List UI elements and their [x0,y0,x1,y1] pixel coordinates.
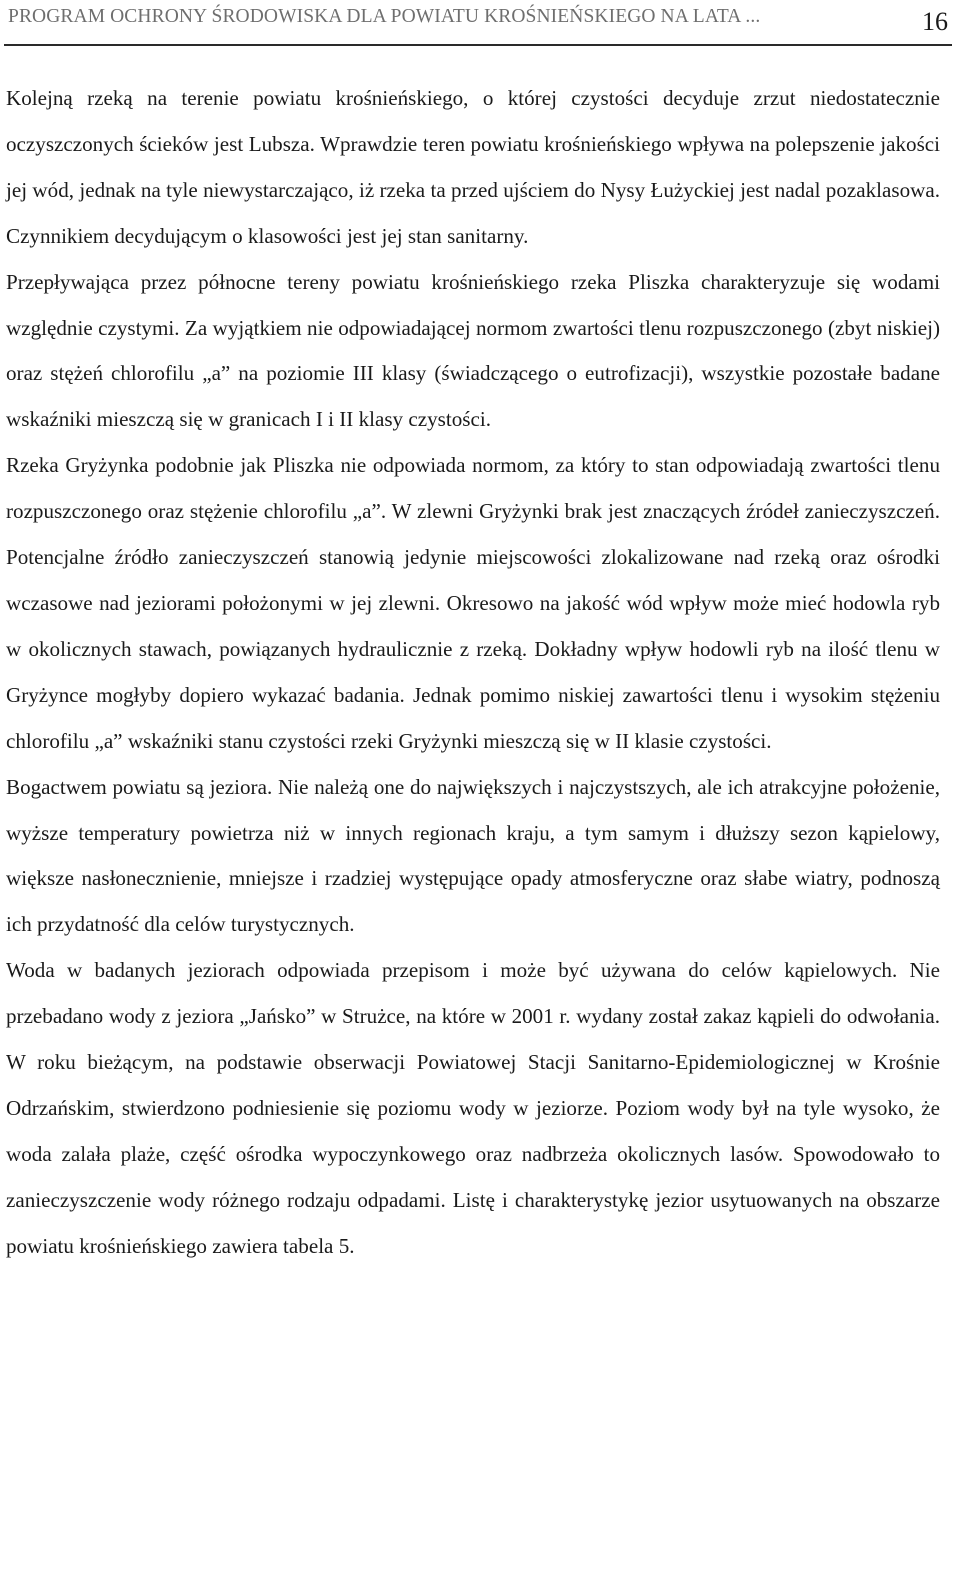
paragraph-lake-water: Woda w badanych jeziorach odpowiada przepisom i może być używana do celów kąpielowych. Nie przebadano wody z jeziora „Jańsko” w Strużce, na które w 2001 r. wydany został zakaz kąpieli do odwołania. W roku bieżącym, na podstawie obserwacji Powiatowej Stacji Sanitarno-Epidemiologicznej w Krośnie Odrzańskim, stwierdzono podniesienie się poziomu wody w jeziorze. Poziom wody był na tyle wysoko, że woda zalała plaże, część ośrodka wypoczynkowego oraz nadbrzeża okolicznych lasów. Spowodowało to zanieczyszczenie wody różnego rodzaju odpadami. Listę i charakterystykę jezior usytuowanych na obszarze powiatu krośnieńskiego zawiera tabela 5. [6,958,940,1258]
header-divider [4,44,952,46]
paragraph-pliszka: Przepływająca przez północne tereny powiatu krośnieńskiego rzeka Pliszka charakteryzuje się wodami względnie czystymi. Za wyjątkiem nie odpowiadającej normom zwartości tlenu rozpuszczonego (zbyt niskiej) oraz stężeń chlorofilu „a” na poziomie III klasy (świadczącego o eutrofizacji), wszystkie pozostałe badane wskaźniki mieszczą się w granicach I i II klasy czystości. [6,269,940,432]
header-title: PROGRAM OCHRONY ŚRODOWISKA DLA POWIATU KROŚNIEŃSKIEGO NA LATA ... [8,6,761,27]
paragraph-lakes: Bogactwem powiatu są jeziora. Nie należą one do największych i najczystszych, ale ich atrakcyjne położenie, wyższe temperatury powietrza niż w innych regionach kraju, a tym samym i dłuższy sezon kąpielowy, większe nasłonecznienie, mniejsze i rzadziej występujące opady atmosferyczne oraz słabe wiatry, podnoszą ich przydatność dla celów turystycznych. [6,774,940,937]
paragraph-gryzynka: Rzeka Gryżynka podobnie jak Pliszka nie odpowiada normom, za który to stan odpowiadają zwartości tlenu rozpuszczonego oraz stężenie chlorofilu „a”. W zlewni Gryżynki brak jest znaczących źródeł zanieczyszczeń. Potencjalne źródło zanieczyszczeń stanowią jedynie miejscowości zlokalizowane nad rzeką oraz ośrodki wczasowe nad jeziorami położonymi w jej zlewni. Okresowo na jakość wód wpływ może mieć hodowla ryb w okolicznych stawach, powiązanych hydraulicznie z rzeką. Dokładny wpływ hodowli ryb na ilość tlenu w Gryżynce mogłyby dopiero wykazać badania. Jednak pomimo niskiej zawartości tlenu i wysokim stężeniu chlorofilu „a” wskaźniki stanu czystości rzeki Gryżynki mieszczą się w II klasie czystości. [6,453,940,753]
body-text [6,76,940,1270]
running-header [8,4,948,40]
page-number: 16 [922,7,948,36]
paragraph-lubsza: Kolejną rzeką na terenie powiatu krośnieńskiego, o której czystości decyduje zrzut niedostatecznie oczyszczonych ścieków jest Lubsza. Wprawdzie teren powiatu krośnieńskiego wpływa na polepszenie jakości jej wód, jednak na tyle niewystarczająco, iż rzeka ta przed ujściem do Nysy Łużyckiej jest nadal pozaklasowa. Czynnikiem decydującym o klasowości jest jej stan sanitarny. [6,86,940,248]
